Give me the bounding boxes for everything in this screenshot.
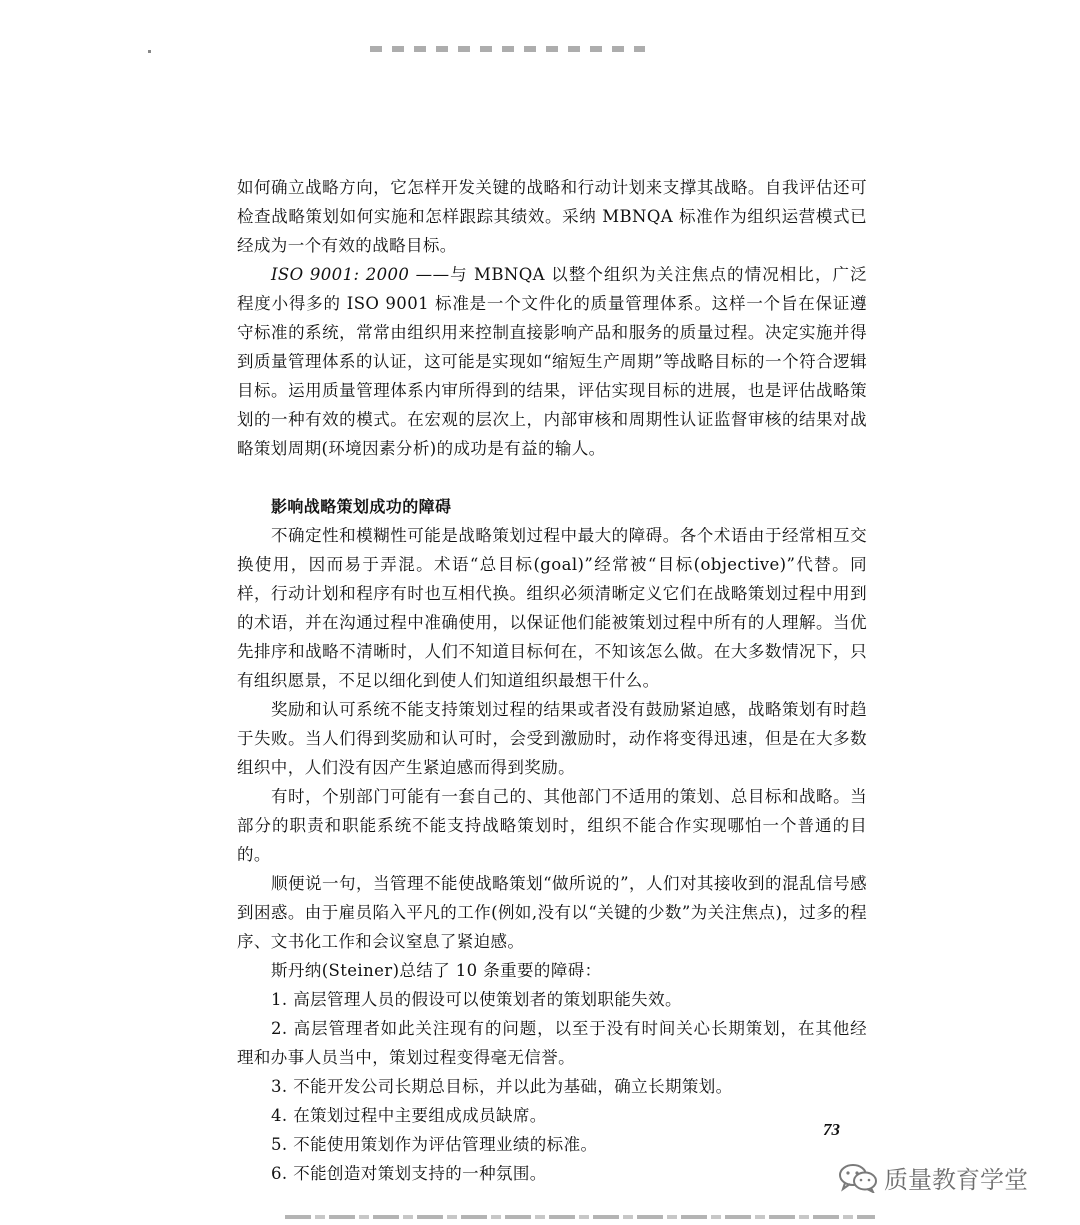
- iso-text: ——与 MBNQA 以整个组织为关注焦点的情况相比，广泛程度小得多的 ISO 9001 标准是一个文件化的质量管理体系。这样一个旨在保证遵守标准的系统，常常由组织用来控制直接影响产品和服务的质量过程。决定实施并得到质量管理体系的认证，这可能是实现如“缩短生产周期”等战略目标的一个符合逻辑目标。运用质量管理体系内审所得到的结果，评估实现目标的进展，也是评估战略策划的一种有效的模式。在宏观的层次上，内部审核和周期性认证监督审核的结果对战略策划周期(环境因素分析)的成功是有益的输人。: [237, 265, 867, 458]
- list-item: 4. 在策划过程中主要组成成员缺席。: [271, 1106, 547, 1125]
- scan-artifact-top: [370, 46, 645, 52]
- document-page: [237, 173, 867, 1188]
- list-item: 2. 高层管理者如此关注现有的问题，以至于没有时间关心长期策划，在其他经理和办事人员当中，策划过程变得毫无信誉。: [237, 1019, 867, 1067]
- body-paragraph: 奖励和认可系统不能支持策划过程的结果或者没有鼓励紧迫感，战略策划有时趋于失败。当人们得到奖励和认可时，会受到激励时，动作将变得迅速，但是在大多数组织中，人们没有因产生紧迫感而得到奖励。: [237, 700, 867, 777]
- list-item: 3. 不能开发公司长期总目标，并以此为基础，确立长期策划。: [271, 1077, 733, 1096]
- list-item: 5. 不能使用策划作为评估管理业绩的标准。: [271, 1135, 598, 1154]
- body-paragraph: 顺便说一句，当管理不能使战略策划“做所说的”，人们对其接收到的混乱信号感到困惑。由于雇员陷入平凡的工作(例如,没有以“关键的少数”为关注焦点)，过多的程序、文书化工作和会议窒息了紧迫感。: [237, 874, 867, 951]
- body-paragraph: 不确定性和模糊性可能是战略策划过程中最大的障碍。各个术语由于经常相互交换使用，因而易于弄混。术语“总目标(goal)”经常被“目标(objective)”代替。同样，行动计划和程序有时也互相代换。组织必须清晰定义它们在战略策划过程中用到的术语，并在沟通过程中准确使用，以保证他们能被策划过程中所有的人理解。当优先排序和战略不清晰时，人们不知道目标何在，不知该怎么做。在大多数情况下，只有组织愿景，不足以细化到使人们知道组织最想干什么。: [237, 526, 867, 690]
- intro-paragraph: 如何确立战略方向，它怎样开发关键的战略和行动计划来支撑其战略。自我评估还可检查战略策划如何实施和怎样跟踪其绩效。采纳 MBNQA 标准作为组织运营模式已经成为一个有效的战略目标。: [237, 178, 867, 255]
- body-paragraph: 有时，个别部门可能有一套自己的、其他部门不适用的策划、总目标和战略。当部分的职责和职能系统不能支持战略策划时，组织不能合作实现哪怕一个普通的目的。: [237, 787, 867, 864]
- section-heading: 影响战略策划成功的障碍: [271, 497, 452, 516]
- watermark-text: 质量教育学堂: [884, 1166, 1028, 1194]
- list-item: 6. 不能创造对策划支持的一种氛围。: [271, 1164, 547, 1183]
- list-item: 1. 高层管理人员的假设可以使策划者的策划职能失效。: [271, 990, 682, 1009]
- scan-artifact-dot: [148, 50, 151, 53]
- iso-paragraph: [237, 260, 867, 463]
- body-paragraph: 斯丹纳(Steiner)总结了 10 条重要的障碍：: [271, 961, 602, 980]
- watermark: [838, 1160, 1028, 1195]
- page-number: 73: [823, 1120, 840, 1139]
- wechat-icon: [838, 1163, 878, 1193]
- scan-artifact-bottom: [285, 1215, 875, 1219]
- obstacle-list: [237, 985, 867, 1188]
- iso-label: ISO 9001: 2000: [271, 265, 410, 284]
